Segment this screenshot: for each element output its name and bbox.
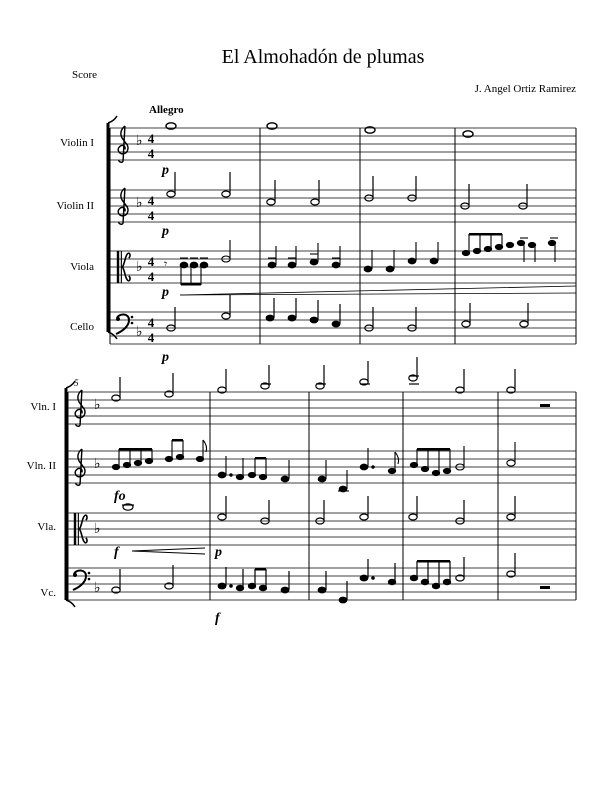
half-rest-icon	[540, 404, 550, 407]
instrument-label: Vln. I	[30, 401, 56, 413]
score-title: El Almohadón de plumas	[221, 46, 425, 68]
time-signature-bottom: 4	[147, 269, 155, 284]
svg-text:♭: ♭	[136, 196, 143, 211]
staff-cello	[68, 568, 576, 600]
dynamic-marking: p	[215, 545, 222, 560]
notes-violin-2	[112, 439, 515, 492]
staff-violin-1	[110, 128, 576, 160]
dynamic-marking: p	[162, 224, 169, 239]
staff-violin-1	[68, 392, 576, 424]
measure-number: 5	[74, 378, 79, 388]
diminuendo-hairpin	[132, 548, 205, 554]
system-2	[27, 357, 576, 626]
flat-icon	[94, 398, 101, 596]
notes-violin-1	[166, 123, 473, 137]
svg-text:𝄾: 𝄾	[164, 257, 168, 271]
notes-cello	[112, 553, 550, 603]
time-signature-bottom: 4	[147, 208, 155, 223]
composer: J. Angel Ortiz Ramirez	[474, 83, 576, 95]
dynamic-marking: p	[162, 350, 169, 365]
barlines	[68, 392, 576, 600]
score-label: Score	[72, 69, 98, 81]
notes-violin-2	[167, 172, 527, 209]
instrument-label: Violin I	[60, 137, 94, 149]
half-rest-icon	[540, 586, 550, 589]
staff-viola	[110, 251, 576, 283]
bass-clef-icon	[73, 570, 90, 590]
notes-cello	[167, 295, 528, 331]
bass-clef-icon	[116, 314, 133, 334]
time-signature-top: 4	[147, 193, 155, 208]
tempo-marking: Allegro	[149, 104, 184, 116]
svg-text:♭: ♭	[136, 134, 143, 149]
dynamic-marking: f	[215, 611, 220, 626]
time-signature-top: 4	[147, 315, 155, 330]
svg-text:♭: ♭	[94, 581, 101, 596]
instrument-label: Vln. II	[26, 460, 56, 472]
instrument-label: Vla.	[37, 521, 56, 533]
instrument-label: Viola	[70, 261, 94, 273]
instrument-label: Vc.	[40, 587, 56, 599]
svg-text:♭: ♭	[136, 325, 143, 340]
time-signature-top: 4	[147, 254, 155, 269]
time-signature-top: 4	[147, 131, 155, 146]
dynamic-marking: f	[114, 545, 119, 560]
svg-text:♭: ♭	[94, 457, 101, 472]
staff-violin-2	[110, 190, 576, 222]
instrument-label: Violin II	[56, 200, 94, 212]
notes-violin-1	[112, 357, 550, 407]
time-signature-bottom: 4	[147, 146, 155, 161]
svg-text:♭: ♭	[94, 522, 101, 537]
svg-text:♭: ♭	[136, 260, 143, 275]
dynamic-marking: p	[162, 285, 169, 300]
instrument-label: Cello	[70, 321, 94, 333]
system-1	[56, 116, 576, 365]
dynamic-marking: p	[162, 163, 169, 178]
staff-cello	[110, 312, 576, 344]
svg-text:♭: ♭	[94, 398, 101, 413]
dynamic-marking: fo	[114, 489, 126, 504]
notes-viola	[164, 233, 576, 295]
time-signature-bottom: 4	[147, 330, 155, 345]
flat-icon	[136, 134, 143, 340]
